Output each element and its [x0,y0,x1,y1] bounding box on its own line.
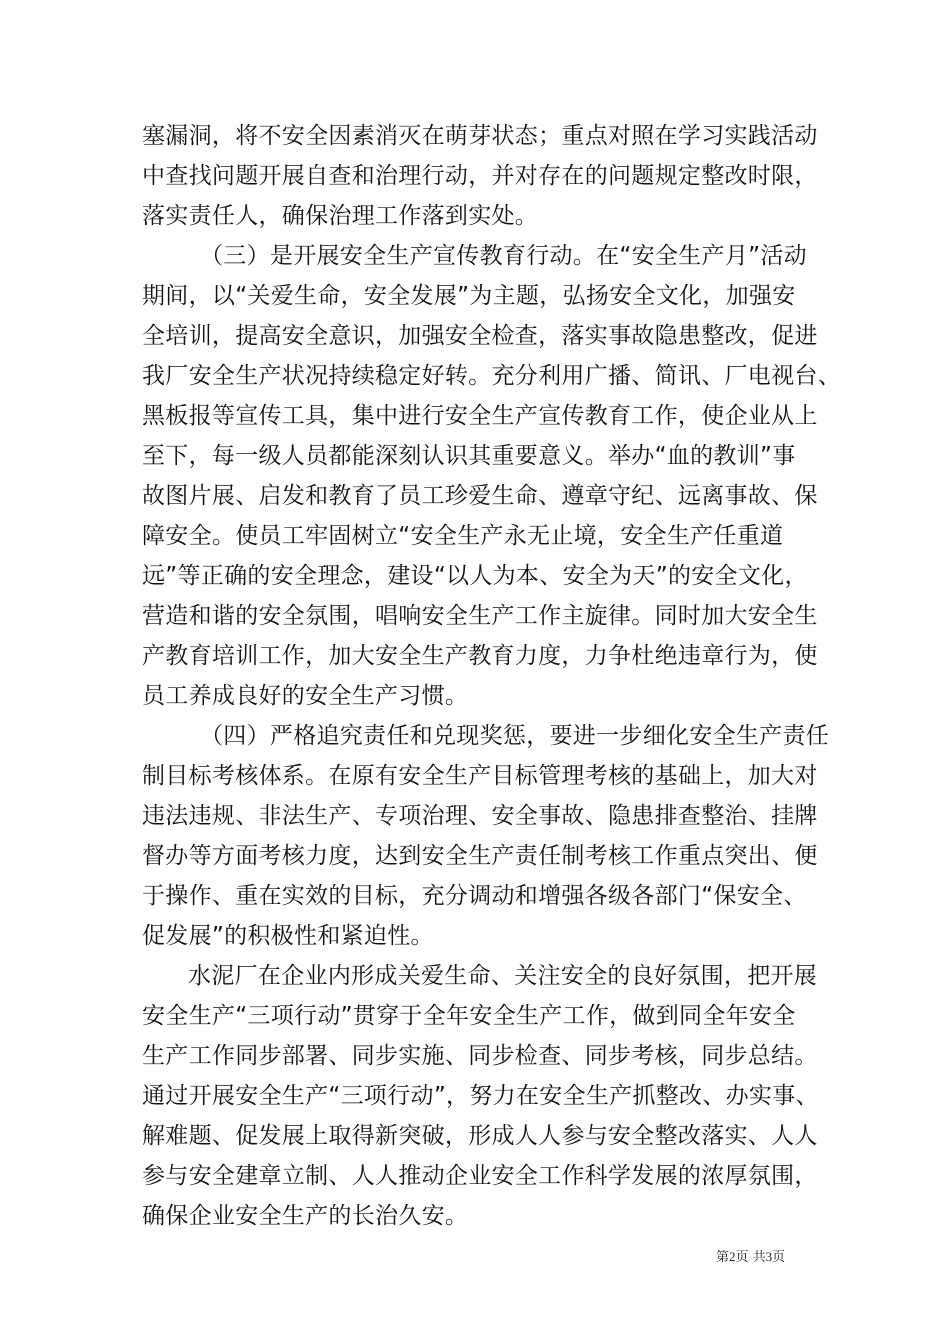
footer-middle: 页 共 [735,1250,766,1265]
text-line: 产教育培训工作，加大安全生产教育力度，力争杜绝违章行为，使 [142,643,818,669]
text-line: 中查找问题开展自查和治理行动，并对存在的问题规定整改时限， [142,163,818,189]
text-line: 塞漏洞，将不安全因素消灭在萌芽状态；重点对照在学习实践活动 [142,123,818,149]
text-line: 于操作、重在实效的目标，充分调动和增强各级各部门“保安全、 [142,883,807,909]
text-line: （三）是开展安全生产宣传教育行动。在“安全生产月”活动 [200,243,807,269]
text-line: 确保企业安全生产的长治久安。 [142,1203,469,1229]
text-line: 落实责任人，确保治理工作落到实处。 [142,203,539,229]
total-page-number: 3 [765,1249,773,1264]
text-line: 全培训，提高安全意识，加强安全检查，落实事故隐患整改，促进 [142,323,818,349]
text-line: 员工养成良好的安全生产习惯。 [142,683,469,709]
current-page-number: 2 [729,1249,736,1264]
text-line: 促发展”的积极性和紧迫性。 [142,923,434,949]
page-number-footer [716,1248,785,1267]
text-line: 水泥厂在企业内形成关爱生命、关注安全的良好氛围，把开展 [188,963,818,989]
text-line: 期间，以“关爱生命，安全发展”为主题，弘扬安全文化，加强安 [142,283,796,309]
text-line: （四）严格追究责任和兑现奖惩，要进一步细化安全生产责任 [200,723,830,749]
text-line: 至下，每一级人员都能深刻认识其重要意义。举办“血的教训”事 [142,443,796,469]
text-line: 违法违规、非法生产、专项治理、安全事故、隐患排查整治、挂牌 [142,803,818,829]
text-line: 安全生产“三项行动”贯穿于全年安全生产工作，做到同全年安全 [142,1003,796,1029]
text-line: 故图片展、启发和教育了员工珍爱生命、遵章守纪、远离事故、保 [142,483,818,509]
text-line: 营造和谐的安全氛围，唱响安全生产工作主旋律。同时加大安全生 [142,603,818,629]
footer-suffix: 页 [772,1250,786,1265]
text-line: 黑板报等宣传工具，集中进行安全生产宣传教育工作，使企业从上 [142,403,818,429]
text-line: 我厂安全生产状况持续稳定好转。充分利用广播、简讯、厂电视台、 [142,363,841,389]
text-line: 督办等方面考核力度，达到安全生产责任制考核工作重点突出、便 [142,843,818,869]
text-line: 解难题、促发展上取得新突破，形成人人参与安全整改落实、人人 [142,1123,818,1149]
text-line: 生产工作同步部署、同步实施、同步检查、同步考核，同步总结。 [142,1043,818,1069]
text-line: 通过开展安全生产“三项行动”，努力在安全生产抓整改、办实事、 [142,1083,819,1109]
footer-prefix: 第 [716,1250,730,1265]
text-line: 障安全。使员工牢固树立“安全生产永无止境，安全生产任重道 [142,523,784,549]
text-line: 制目标考核体系。在原有安全生产目标管理考核的基础上，加大对 [142,763,818,789]
text-line: 参与安全建章立制、人人推动企业安全工作科学发展的浓厚氛围， [142,1163,818,1189]
text-line: 远”等正确的安全理念，建设“以人为本、安全为天”的安全文化， [142,563,808,589]
